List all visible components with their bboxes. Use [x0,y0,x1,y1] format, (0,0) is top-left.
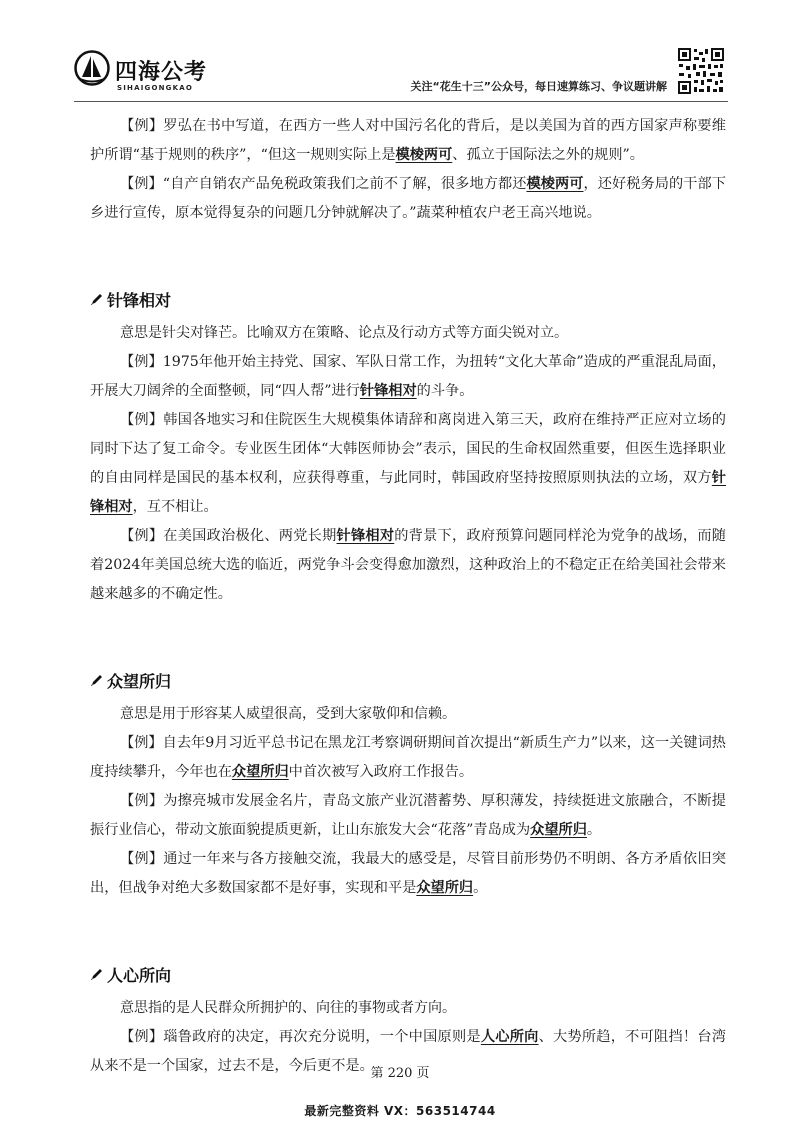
document-body [90,112,726,1081]
example-paragraph [90,522,726,609]
section-title: 众望所归 [107,671,172,691]
intro-examples [90,112,726,228]
example-paragraph [90,845,726,903]
idiom-highlight: 模棱两可 [395,147,453,163]
example-text: 【例】在美国政治极化、两党长期 [120,528,337,544]
idiom-meaning: 意思是针尖对锋芒。比喻双方在策略、论点及行动方式等方面尖锐对立。 [120,325,568,341]
pencil-icon [90,292,104,306]
example-text: 【例】1975年他开始主持党、国家、军队日常工作，为扭转“文化大革命”造成的严重混乱局面，开展大刀阔斧的全面整顿，同“四人帮”进行 [90,354,726,399]
section-heading [90,961,726,987]
idiom-highlight: 模棱两可 [526,176,584,192]
footer-contact: 最新完整资料 VX：563514744 [304,1104,496,1118]
example-text: 【例】瑙鲁政府的决定，再次充分说明，一个中国原则是 [120,1029,481,1045]
example-text: ，互不相让。 [132,499,218,515]
pencil-icon [90,673,104,687]
example-text: 、大势所趋，不可阻挡！台湾从来不是一个国家，过去不是，今后更不是。 [90,1029,726,1074]
example-text: 中首次被写入政府工作报告。 [288,764,474,780]
example-text: 的背景下，政府预算问题同样沦为党争的战场，而随着2024年美国总统大选的临近，两党争斗会变得愈加激烈，这种政治上的不稳定正在给美国社会带来越来越多的不确定性。 [90,528,726,602]
sail-logo-icon [74,50,110,86]
idiom-section [90,286,726,609]
header-slogan: 关注“花生十三”公众号，每日速算练习、争议题讲解 [410,80,667,93]
example-text: 【例】自去年9月习近平总书记在黑龙江考察调研期间首次提出“新质生产力”以来，这一关键词热度持续攀升，今年也在 [90,735,726,780]
example-text: 的斗争。 [416,383,474,399]
section-heading [90,667,726,693]
idiom-highlight: 针锋相对 [90,470,726,515]
section-title: 针锋相对 [107,290,172,310]
qr-code-icon [677,47,725,95]
idiom-highlight: 众望所归 [530,822,587,838]
example-paragraph [90,729,726,787]
section-title: 人心所向 [107,965,172,985]
idiom-highlight: 众望所归 [231,764,289,780]
example-text: 。 [586,822,602,838]
example-paragraph [90,112,726,170]
example-text: 【例】韩国各地实习和住院医生大规模集体请辞和离岗进入第三天，政府在维持严正应对立场的同时下达了复工命令。专业医生团体“大韩医师协会”表示，国民的生命权固然重要，但医生选择职业的自由同样是国民的基本权利，应获得尊重，与此同时，韩国政府坚持按照原则执法的立场，双方 [90,412,726,486]
idiom-highlight: 人心所向 [480,1029,539,1045]
idiom-highlight: 针锋相对 [359,383,417,399]
header-divider [74,101,728,102]
example-paragraph [90,787,726,845]
example-text: 【例】罗弘在书中写道，在西方一些人对中国污名化的背后，是以美国为首的西方国家声称要维护所谓“基于规则的秩序”，“但这一规则实际上是 [90,118,726,163]
example-text: 。 [473,880,488,896]
example-text: 【例】通过一年来与各方接触交流，我最大的感受是，尽管目前形势仍不明朗、各方矛盾依旧突出，但战争对绝大多数国家都不是好事，实现和平是 [90,851,726,896]
example-text: 【例】为擦亮城市发展金名片，青岛文旅产业沉潜蓄势、厚积薄发，持续挺进文旅融合，不断提振行业信心，带动文旅面貌提质更新，让山东旅发大会“花落”青岛成为 [90,793,726,838]
example-paragraph [90,170,726,228]
section-heading [90,286,726,312]
idiom-meaning: 意思指的是人民群众所拥护的、向往的事物或者方向。 [120,1000,456,1016]
idiom-section [90,667,726,903]
example-paragraph [90,406,726,522]
idiom-highlight: 针锋相对 [336,528,395,544]
example-text: 、孤立于国际法之外的规则”。 [452,147,644,163]
example-text: ，还好税务局的干部下乡进行宣传，原本觉得复杂的问题几分钟就解决了。”蔬菜种植农户老王高兴地说。 [90,176,726,221]
brand-name: 四海公考 [115,60,208,85]
brand-subtitle: SIHAIGONGKAO [117,84,194,92]
example-text: 【例】“自产自销农产品免税政策我们之前不了解，很多地方都还 [120,176,527,192]
idiom-meaning: 意思是用于形容某人威望很高，受到大家敬仰和信赖。 [120,706,456,722]
page-number: 第 220 页 [370,1066,430,1081]
page-header [0,0,800,112]
idiom-highlight: 众望所归 [416,880,474,896]
pencil-icon [90,967,104,981]
example-paragraph [90,348,726,406]
